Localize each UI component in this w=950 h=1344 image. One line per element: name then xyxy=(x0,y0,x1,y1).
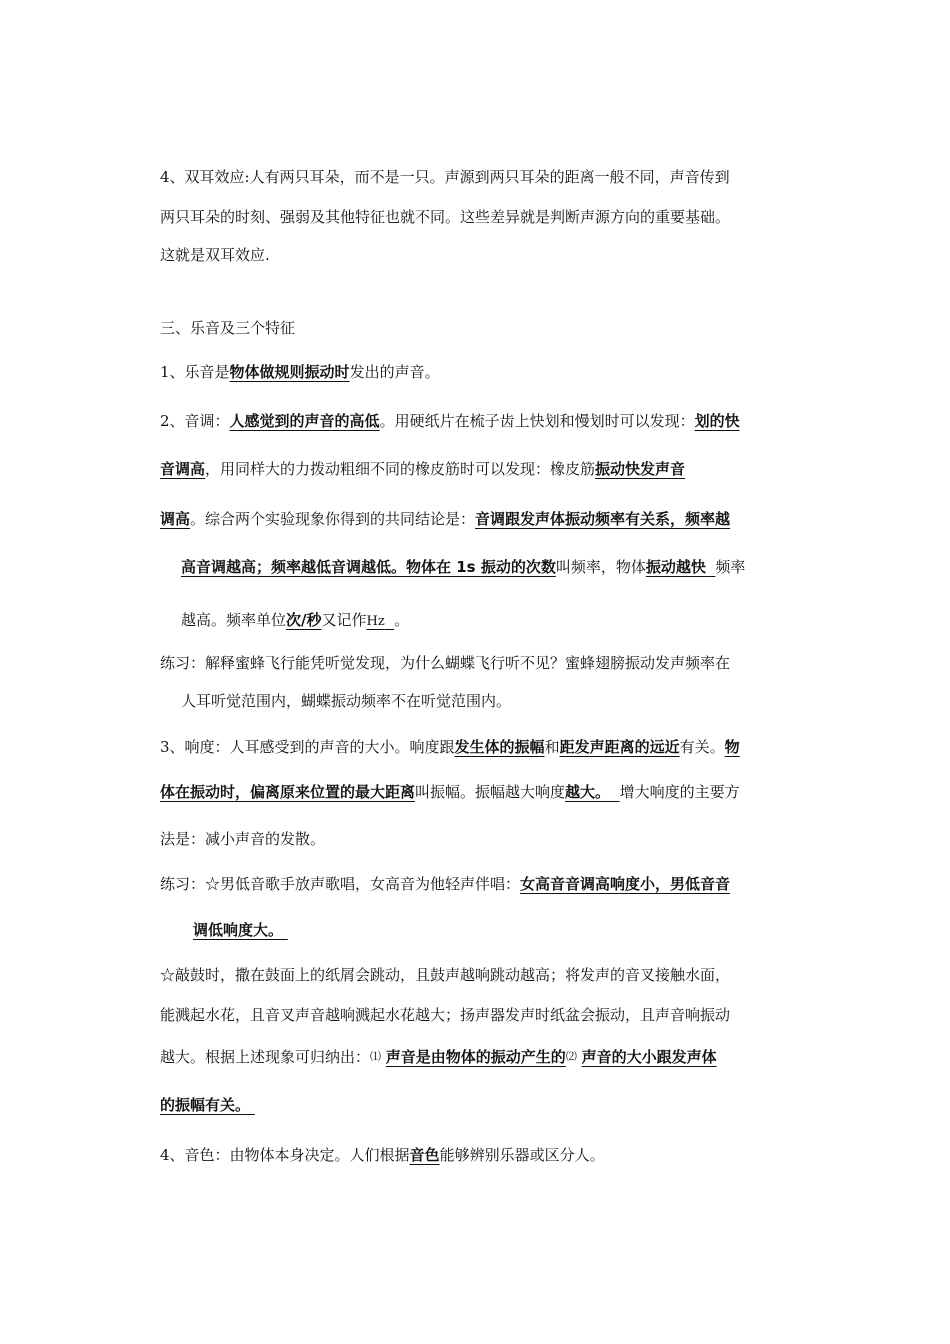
answer-blank: 音调跟发声体振动频率有关系，频率越 xyxy=(475,510,731,528)
answer-blank: 体在振动时，偏离原来位置的最大距离 xyxy=(160,783,416,801)
text: 。用硬纸片在梳子齿上快划和慢划时可以发现： xyxy=(379,412,695,430)
text: 练习：☆男低音歌手放声歌唱，女高音为他轻声伴唱： xyxy=(160,875,521,893)
text: 4、音色：由物体本身决定。人们根据 xyxy=(160,1146,410,1164)
exercise-2-line-2 xyxy=(193,918,288,942)
blank-space xyxy=(283,921,288,939)
text: 叫频率，物体 xyxy=(555,558,646,576)
drum-line-2: 能溅起水花，且音叉声音越响溅起水花越大；扬声器发声时纸盆会振动，且声音响振动 xyxy=(160,1006,731,1024)
answer-blank: 的振幅有关。 xyxy=(160,1096,251,1114)
answer-blank: 声音是由物体的振动产生的 xyxy=(385,1048,566,1066)
blank-space xyxy=(250,1096,255,1114)
answer-blank: 振动快发声音 xyxy=(595,460,686,478)
drum-line-4 xyxy=(160,1093,255,1117)
exercise-1-line-1: 练习：解释蜜蜂飞行能凭听觉发现，为什么蝴蝶飞行听不见？蜜蜂翅膀振动发声频率在 xyxy=(160,654,731,672)
answer-blank: 物体做规则振动时 xyxy=(229,363,350,381)
answer-blank: 音色 xyxy=(409,1146,440,1164)
loudness-line-3: 法是：减小声音的发散。 xyxy=(160,830,326,848)
drum-line-1: ☆敲鼓时，撒在鼓面上的纸屑会跳动，且鼓声越响跳动越高；将发声的音叉接触水面， xyxy=(160,966,731,984)
blank-space xyxy=(385,611,395,629)
binaural-line-3: 这就是双耳效应. xyxy=(160,246,270,264)
text: 越大。根据上述现象可归纳出： xyxy=(160,1048,371,1066)
answer-blank: 发生体的振幅 xyxy=(454,738,545,756)
answer-blank: 声音的大小跟发声体 xyxy=(581,1048,717,1066)
text: 1、乐音是 xyxy=(160,363,230,381)
text: 频率 xyxy=(715,558,746,576)
answer-blank: 距发声距离的远近 xyxy=(559,738,680,756)
answer-blank: Hz xyxy=(366,614,385,629)
binaural-line-2: 两只耳朵的时刻、强弱及其他特征也就不同。这些差异就是判断声源方向的重要基础。 xyxy=(160,208,731,226)
text: ，用同样大的力拨动粗细不同的橡皮筋时可以发现：橡皮筋 xyxy=(205,460,596,478)
text: 和 xyxy=(544,738,560,756)
text: 3、响度：人耳感受到的声音的大小。响度跟 xyxy=(160,738,455,756)
pitch-line-4 xyxy=(181,555,745,579)
text: 越高。频率单位 xyxy=(181,611,287,629)
answer-blank: 越大。 xyxy=(565,783,611,801)
pitch-line-3 xyxy=(160,507,730,531)
exercise-2-line-1 xyxy=(160,872,730,896)
answer-blank: 物 xyxy=(724,738,740,756)
answer-blank: 调低响度大。 xyxy=(193,921,284,939)
answer-blank: 人感觉到的声音的高低 xyxy=(229,412,380,430)
text: 增大响度的主要方 xyxy=(619,783,740,801)
text: 又记作 xyxy=(321,611,367,629)
item-number: ⑵ xyxy=(565,1050,577,1063)
musical-sound-definition xyxy=(160,360,440,384)
answer-blank: 振动越快 xyxy=(645,558,706,576)
answer-blank: 划的快 xyxy=(694,412,740,430)
pitch-line-1 xyxy=(160,409,740,433)
answer-blank: 音调高 xyxy=(160,460,206,478)
answer-blank: 次/秒 xyxy=(286,611,322,629)
blank-space xyxy=(610,783,620,801)
timbre-definition xyxy=(160,1143,605,1167)
pitch-line-2 xyxy=(160,457,685,481)
section-heading: 三、乐音及三个特征 xyxy=(160,319,296,337)
text: 2、音调： xyxy=(160,412,230,430)
text: 叫振幅。振幅越大响度 xyxy=(415,783,566,801)
answer-blank: 物体在 1s 振动的次数 xyxy=(406,558,556,576)
loudness-line-2 xyxy=(160,780,740,804)
loudness-line-1 xyxy=(160,735,740,759)
text: 有关。 xyxy=(679,738,725,756)
text: 能够辨别乐器或区分人。 xyxy=(439,1146,605,1164)
text: 。综合两个实验现象你得到的共同结论是： xyxy=(190,510,476,528)
answer-blank: 调高 xyxy=(160,510,191,528)
pitch-line-5 xyxy=(181,608,409,634)
drum-line-3 xyxy=(160,1045,717,1069)
answer-blank: 女高音音调高响度小，男低音音 xyxy=(520,875,731,893)
text: 发出的声音。 xyxy=(349,363,440,381)
blank-space xyxy=(706,558,716,576)
text: 。 xyxy=(394,611,410,629)
exercise-1-line-2: 人耳听觉范围内，蝴蝶振动频率不在听觉范围内。 xyxy=(181,692,512,710)
item-number: ⑴ xyxy=(370,1050,382,1063)
answer-blank: 高音调越高；频率越低音调越低。 xyxy=(181,558,407,576)
binaural-line-1: 4、双耳效应:人有两只耳朵，而不是一只。声源到两只耳朵的距离一般不同，声音传到 xyxy=(160,168,730,186)
